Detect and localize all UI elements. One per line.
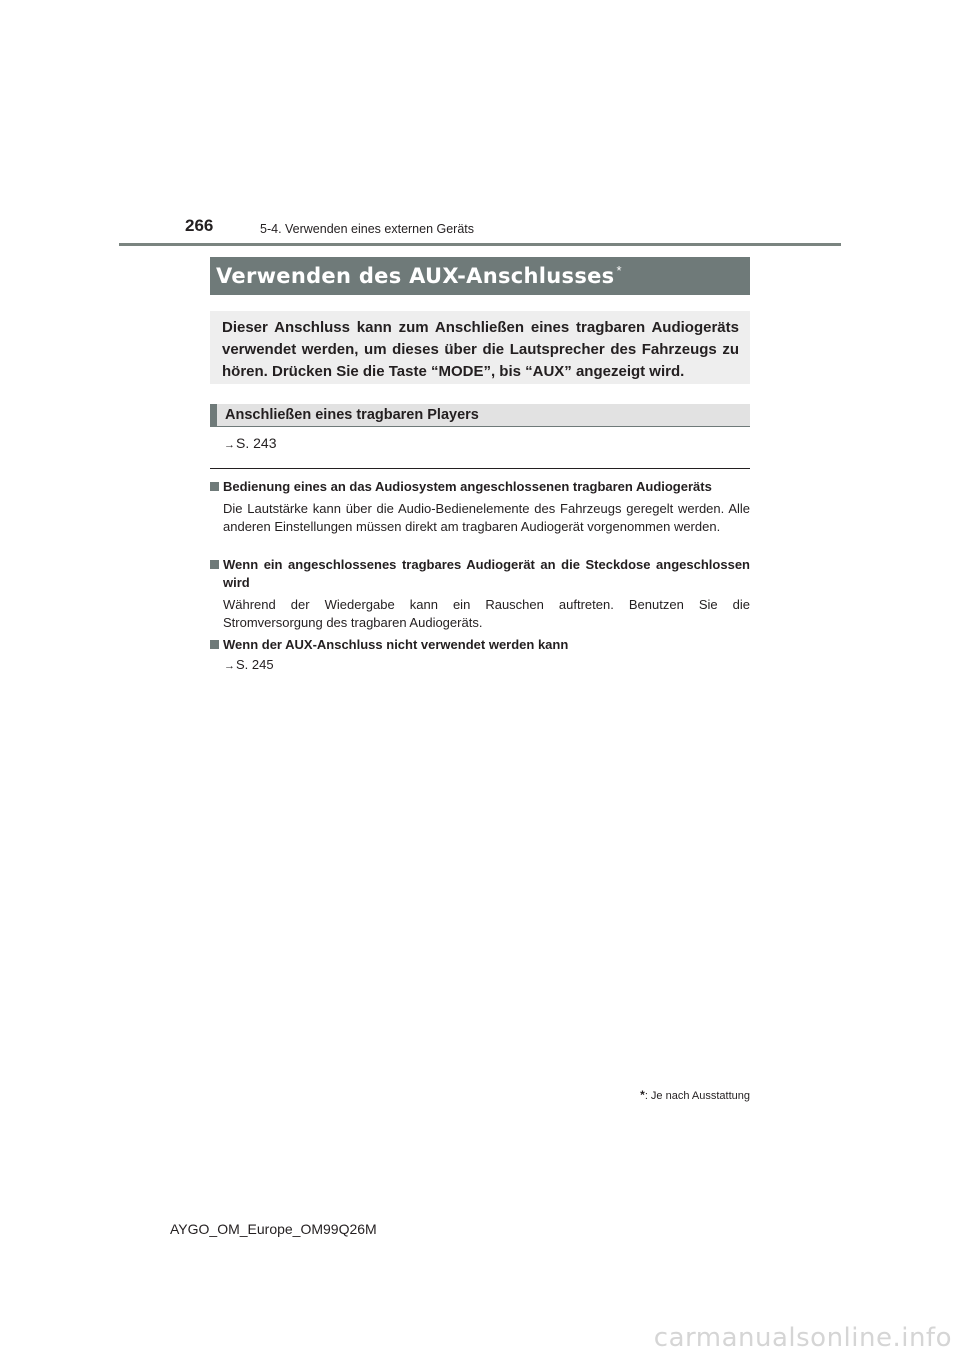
arrow-right-icon: → [224, 439, 235, 451]
page-reference-link[interactable] [224, 435, 276, 451]
header-divider [119, 243, 841, 246]
note-item [210, 556, 750, 632]
page-reference-link[interactable] [224, 657, 274, 672]
page-number: 266 [185, 216, 214, 235]
subsection-title: Anschließen eines tragbaren Players [225, 407, 479, 423]
section-title: 5-4. Verwenden eines externen Geräts [260, 222, 475, 236]
page-reference-text: S. 243 [236, 435, 277, 451]
notes-divider [210, 468, 750, 469]
note-body: Die Lautstärke kann über die Audio-Bedienelemente des Fahrzeugs geregelt werden. Alle anderen Einstellungen müssen direkt am tragbaren Audiogerät vorgenommen werden. [223, 501, 750, 534]
note-item [210, 636, 750, 654]
note-heading-text: Bedienung eines an das Audiosystem angeschlossenen tragbaren Audiogeräts [223, 479, 712, 494]
note-heading [210, 556, 750, 592]
page-reference-text: S. 245 [236, 657, 274, 672]
arrow-right-icon: → [224, 660, 235, 672]
document-id: AYGO_OM_Europe_OM99Q26M [170, 1221, 377, 1237]
note-heading [210, 636, 750, 654]
note-heading-text: Wenn ein angeschlossenes tragbares Audiogerät an die Steckdose angeschlossen wird [223, 557, 750, 590]
note-heading-text: Wenn der AUX-Anschluss nicht verwendet werden kann [223, 637, 569, 652]
square-bullet-icon [210, 482, 219, 491]
page-title-bar [210, 257, 750, 295]
equipment-marker-icon: * [616, 263, 622, 278]
square-bullet-icon [210, 640, 219, 649]
watermark: carmanualsonline.info [653, 1323, 952, 1353]
subsection-header [210, 404, 750, 427]
page-title: Verwenden des AUX-Anschlusses [216, 264, 615, 288]
note-item [210, 478, 750, 536]
note-body: Während der Wiedergabe kann ein Rauschen auftreten. Benutzen Sie die Stromversorgung des tragbaren Audiogeräts. [223, 597, 750, 630]
intro-text: Dieser Anschluss kann zum Anschließen eines tragbaren Audiogeräts verwendet werden, um dieses über die Lautsprecher des Fahrzeugs zu hören. Drücken Sie die Taste “MODE”, bis “AUX” angezeigt wird. [210, 311, 750, 384]
footnote-text: : Je nach Ausstattung [644, 1090, 750, 1102]
note-heading [210, 478, 750, 496]
footnote [640, 1088, 750, 1102]
asterisk-icon: * [640, 1088, 645, 1102]
square-bullet-icon [210, 560, 219, 569]
